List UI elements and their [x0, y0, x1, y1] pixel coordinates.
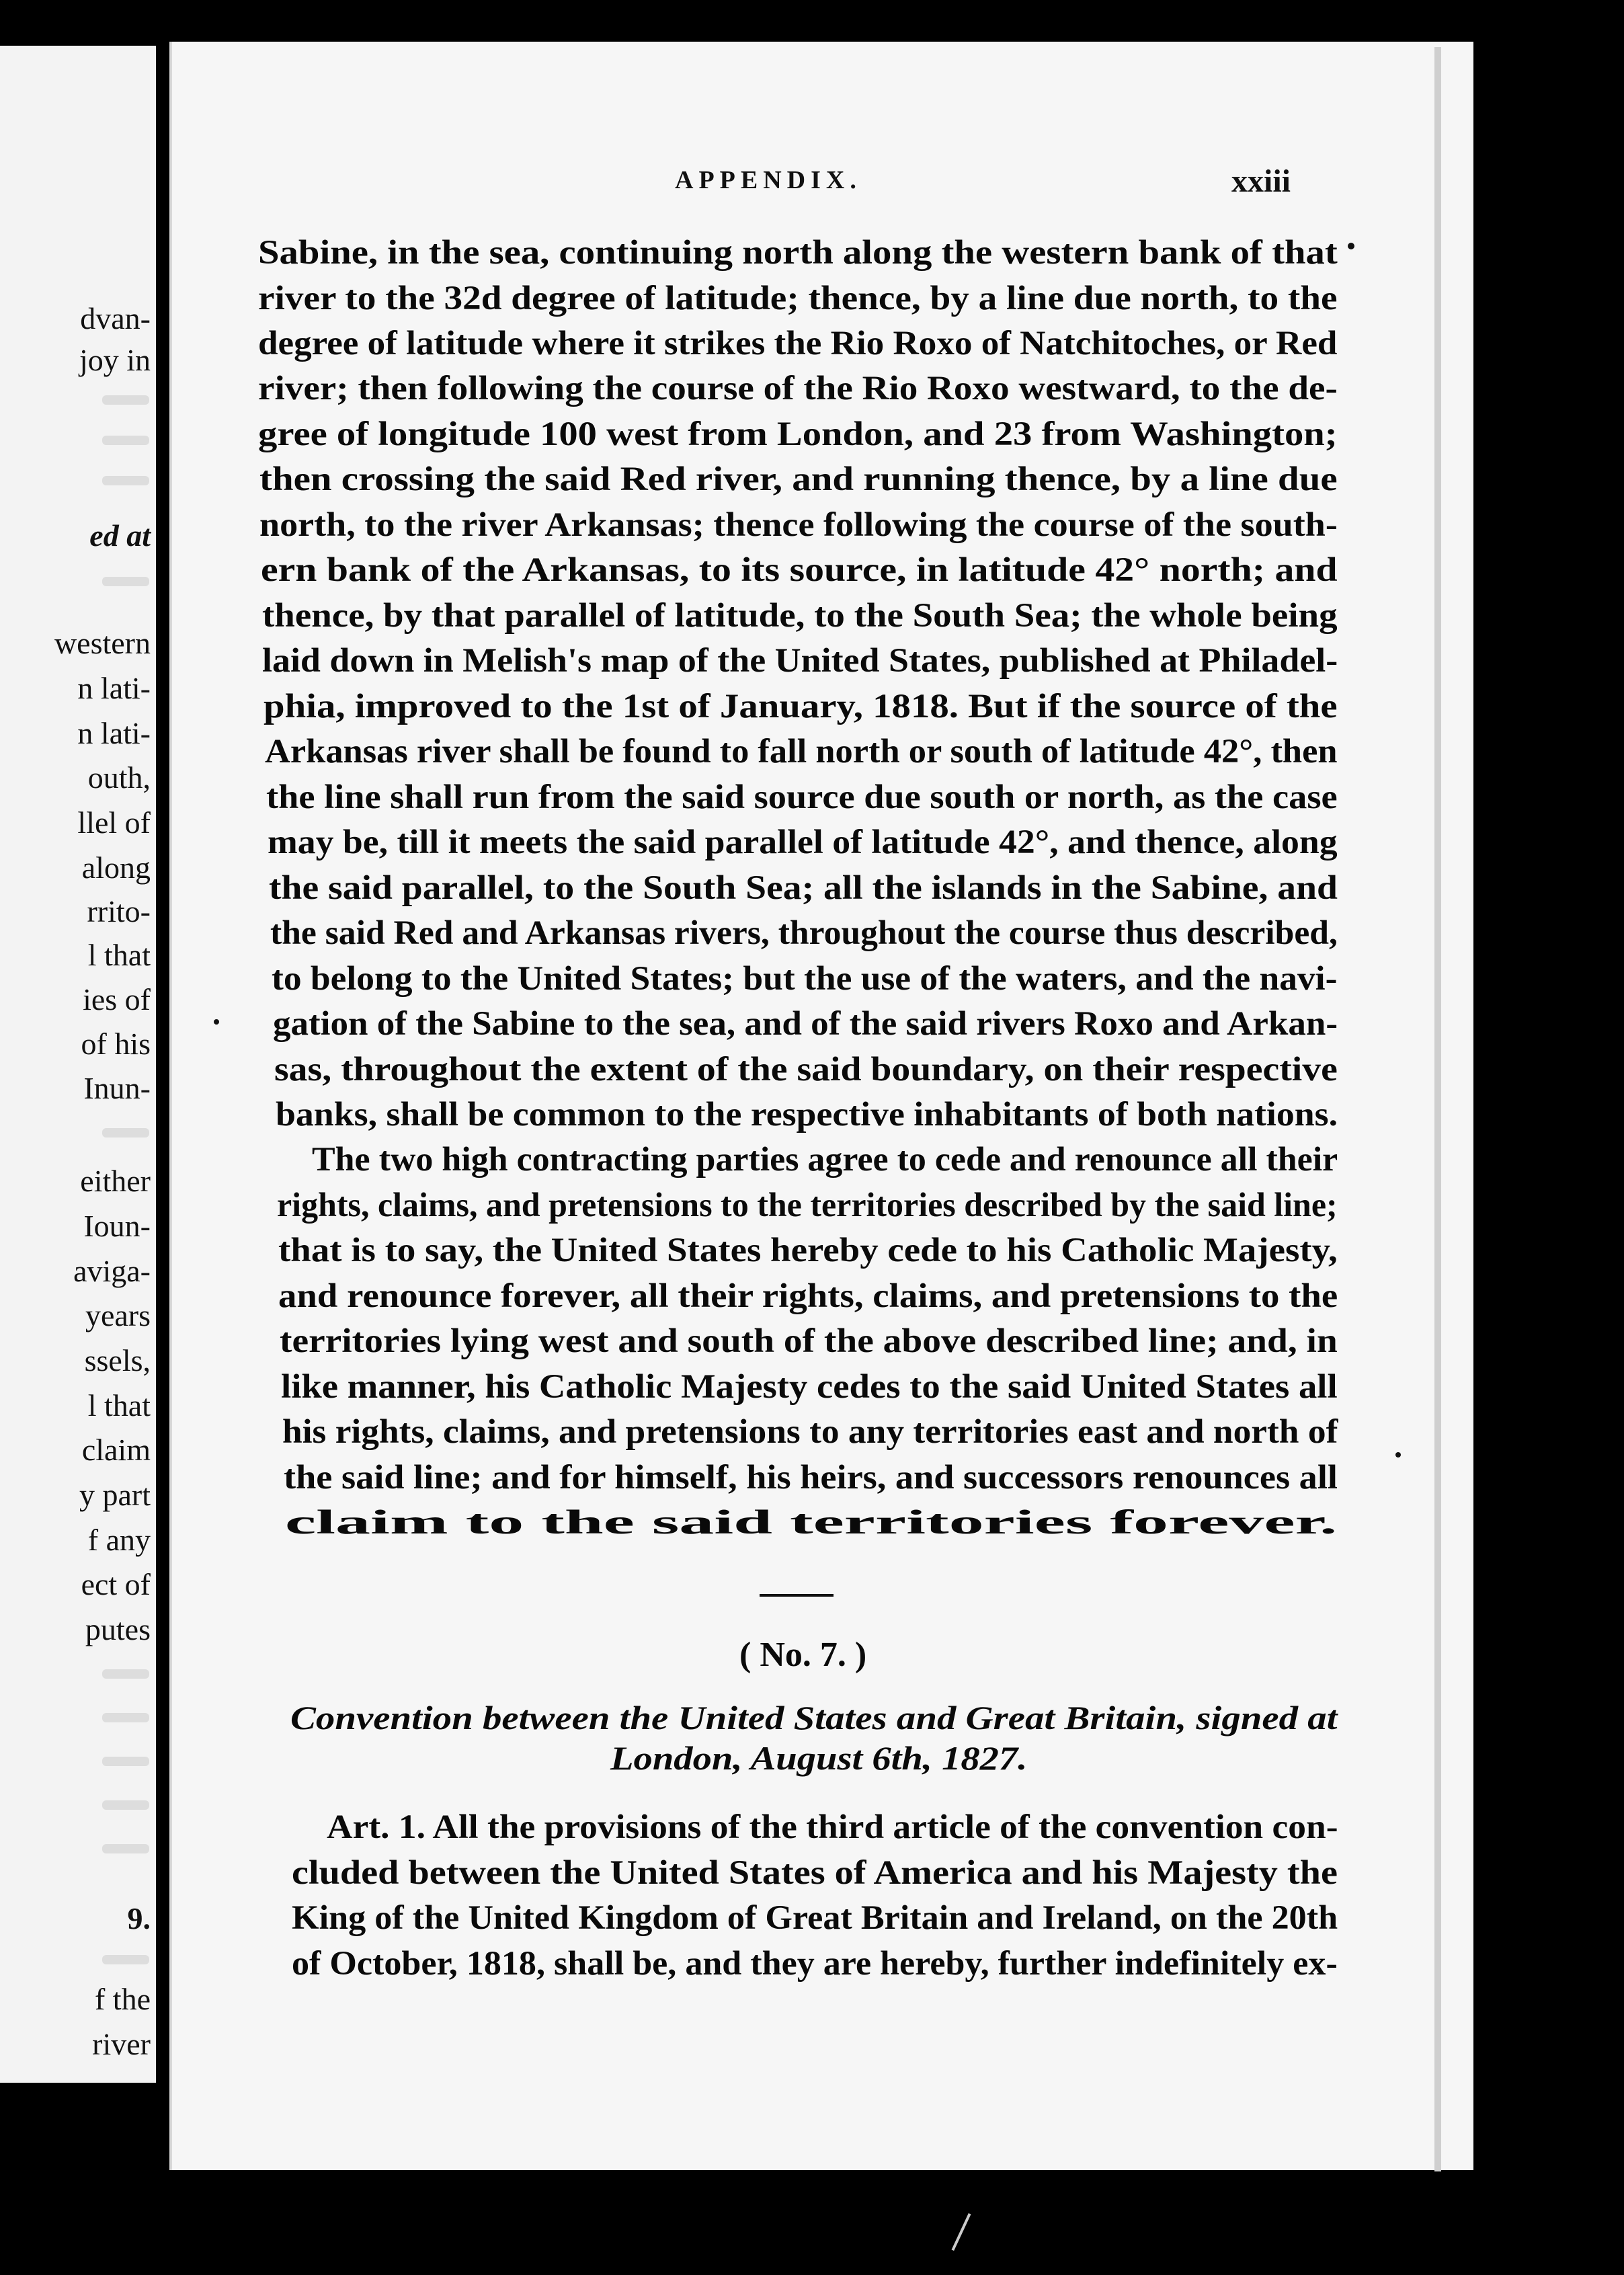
body-line: the line shall run from the said source due south or north, as the case — [266, 779, 1338, 816]
faded-text — [102, 577, 149, 586]
left-fragment: ect of — [81, 1567, 151, 1601]
body-line: sas, throughout the extent of the said boundary, on their respective — [274, 1051, 1338, 1088]
body-line: ern bank of the Arkansas, to its source, in latitude 42° north; and — [261, 551, 1338, 589]
left-fragment: joy in — [79, 343, 151, 377]
body-line: phia, improved to the 1st of January, 1818. But if the source of the — [263, 688, 1338, 725]
body-line: the said line; and for himself, his heirs, and successors renounces all — [284, 1459, 1338, 1496]
faded-text — [102, 1955, 149, 1964]
ink-speck — [1348, 243, 1354, 249]
body-line: territories lying west and south of the above described line; and, in — [280, 1322, 1338, 1360]
running-head: APPENDIX. — [675, 166, 862, 194]
faded-text — [102, 1713, 149, 1722]
left-fragment: ies of — [83, 982, 151, 1016]
body-line: The two high contracting parties agree to cede and renounce all their — [312, 1141, 1338, 1179]
left-fragment: Inun- — [83, 1071, 151, 1105]
body-line: Sabine, in the sea, continuing north along the western bank of that — [258, 234, 1338, 272]
body-line: that is to say, the United States hereby cede to his Catholic Majesty, — [278, 1232, 1338, 1269]
body-line: north, to the river Arkansas; thence following the course of the south- — [259, 506, 1338, 544]
ink-speck — [1395, 1452, 1401, 1458]
article-line: cluded between the United States of America and his Majesty the — [292, 1854, 1338, 1892]
article-line: Art. 1. All the provisions of the third article of the convention con- — [327, 1808, 1338, 1846]
scan-mark — [952, 2213, 971, 2251]
faded-text — [102, 395, 149, 405]
body-line: thence, by that parallel of latitude, to the South Sea; the whole being — [262, 597, 1338, 635]
left-fragment: aviga- — [73, 1254, 151, 1288]
article-line: King of the United Kingdom of Great Britain and Ireland, on the 20th — [292, 1899, 1338, 1937]
left-fragment: rrito- — [87, 894, 151, 928]
body-line: his rights, claims, and pretensions to any territories east and north of — [282, 1413, 1338, 1451]
body-line: river; then following the course of the Rio Roxo westward, to the de- — [258, 370, 1338, 407]
body-line: then crossing the said Red river, and running thence, by a line due — [259, 461, 1338, 498]
faded-text — [102, 1800, 149, 1810]
left-fragment: n lati- — [77, 716, 151, 750]
body-line: laid down in Melish's map of the United States, published at Philadel- — [262, 642, 1338, 680]
left-fragment: y part — [79, 1478, 151, 1512]
left-fragment: river — [92, 2027, 151, 2061]
left-fragment: of his — [81, 1027, 151, 1061]
left-fragment: f any — [87, 1523, 151, 1557]
page-edge — [1434, 47, 1441, 2171]
ink-speck — [214, 1019, 219, 1025]
page-number: xxiii — [1231, 163, 1291, 199]
section-rule — [760, 1594, 834, 1597]
left-fragment: dvan- — [80, 301, 151, 335]
body-line: to belong to the United States; but the use of the waters, and the navi- — [272, 960, 1338, 998]
body-line: banks, shall be common to the respective inhabitants of both nations. — [276, 1096, 1338, 1133]
left-fragment: outh, — [87, 760, 151, 795]
body-line: the said Red and Arkansas rivers, throughout the course thus described, — [270, 914, 1338, 952]
left-fragment: years — [85, 1298, 151, 1332]
body-line: gree of longitude 100 west from London, and 23 from Washington; — [258, 415, 1338, 453]
left-fragment: f the — [94, 1982, 151, 2016]
body-line: river to the 32d degree of latitude; thence, by a line due north, to the — [258, 280, 1338, 317]
left-fragment: llel of — [77, 805, 151, 840]
body-line: degree of latitude where it strikes the Rio Roxo of Natchitoches, or Red — [258, 325, 1338, 362]
left-fragment: n lati- — [77, 671, 151, 705]
left-fragment: along — [81, 850, 151, 885]
body-line: Arkansas river shall be found to fall north or south of latitude 42°, then — [265, 733, 1338, 770]
section-number: ( No. 7. ) — [739, 1636, 867, 1674]
faded-text — [102, 476, 149, 485]
body-line: gation of the Sabine to the sea, and of the said rivers Roxo and Arkan- — [273, 1005, 1338, 1043]
body-line: may be, till it meets the said parallel of latitude 42°, and thence, along — [268, 824, 1338, 861]
faded-text — [102, 1128, 149, 1138]
left-fragment: western — [54, 626, 151, 660]
left-fragment: either — [80, 1164, 151, 1198]
section-title: Convention between the United States and Great Britain, signed at — [290, 1699, 1338, 1737]
article-line: of October, 1818, shall be, and they are hereby, further indefinitely ex- — [292, 1945, 1338, 1983]
left-fragment: Ioun- — [83, 1209, 151, 1243]
body-line: rights, claims, and pretensions to the territories described by the said line; — [277, 1187, 1338, 1224]
left-fragment: ssels, — [84, 1343, 151, 1378]
left-fragment: l that — [87, 938, 151, 972]
left-fragment: 9. — [127, 1901, 151, 1935]
left-fragment: putes — [85, 1612, 151, 1646]
faded-text — [102, 1844, 149, 1853]
left-fragment: ed at — [89, 518, 151, 553]
left-fragment: l that — [87, 1388, 151, 1423]
left-fragment: claim — [81, 1433, 151, 1467]
section-title: London, August 6th, 1827. — [610, 1739, 1028, 1777]
body-line: like manner, his Catholic Majesty cedes to the said United States all — [281, 1368, 1338, 1406]
faded-text — [102, 436, 149, 445]
facing-page-left — [0, 46, 156, 2083]
faded-text — [102, 1669, 149, 1679]
body-line: and renounce forever, all their rights, claims, and pretensions to the — [278, 1277, 1338, 1315]
body-line: claim to the said territories forever. — [285, 1504, 1338, 1542]
faded-text — [102, 1757, 149, 1766]
body-line: the said parallel, to the South Sea; all the islands in the Sabine, and — [269, 869, 1338, 907]
